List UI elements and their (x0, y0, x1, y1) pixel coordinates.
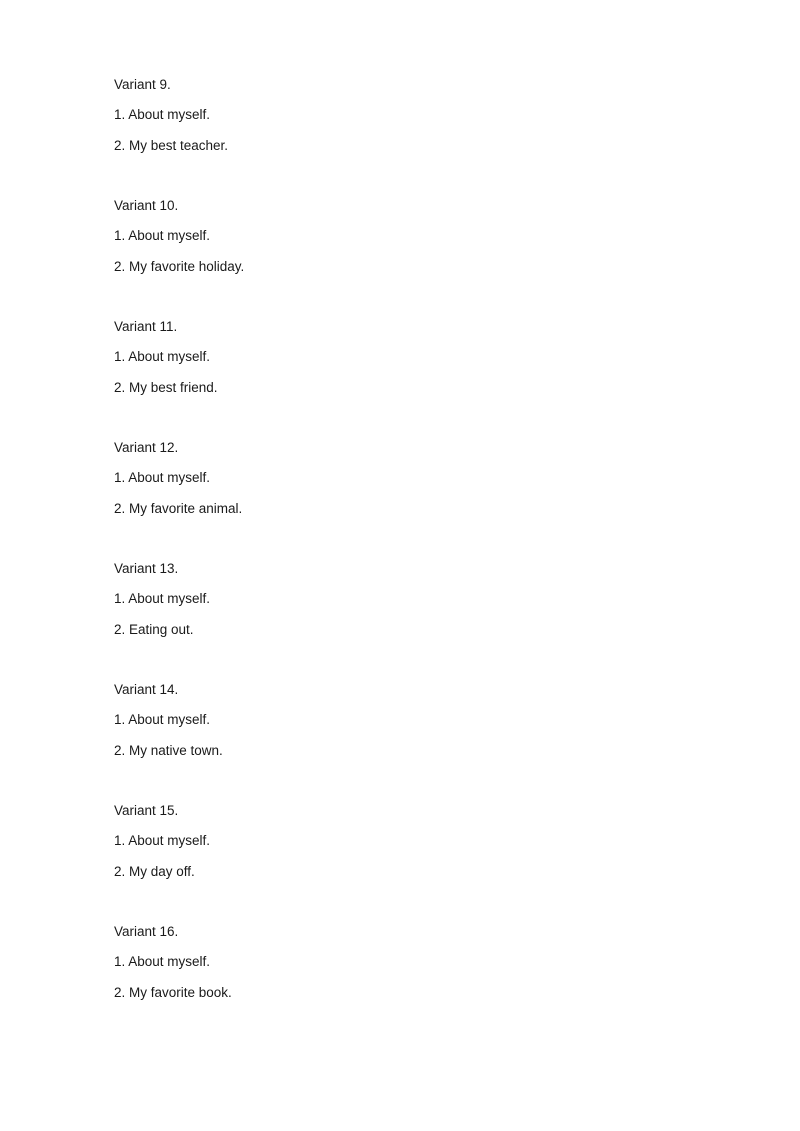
variant-block (114, 76, 800, 197)
variant-item: 2. My native town. (114, 742, 223, 758)
variant-heading: Variant 14. (114, 682, 179, 697)
variant-block (114, 439, 800, 560)
variant-item: 2. My favorite holiday. (114, 258, 245, 274)
variant-item: 1. About myself. (114, 228, 211, 244)
variant-item: 1. About myself. (114, 349, 211, 365)
variant-heading: Variant 10. (114, 198, 179, 213)
variant-item: 2. My favorite book. (114, 984, 232, 1000)
variant-block (114, 923, 800, 1044)
variant-item: 1. About myself. (114, 470, 211, 486)
variant-heading: Variant 12. (114, 440, 179, 455)
variant-item: 2. Eating out. (114, 621, 194, 637)
variant-item: 1. About myself. (114, 833, 211, 849)
variant-heading: Variant 13. (114, 561, 179, 576)
variant-heading: Variant 9. (114, 77, 171, 92)
variant-item: 2. My best teacher. (114, 137, 229, 153)
variant-block (114, 197, 800, 318)
variant-item: 1. About myself. (114, 591, 211, 607)
variant-block (114, 318, 800, 439)
variant-item: 2. My best friend. (114, 379, 218, 395)
variant-block (114, 802, 800, 923)
variant-item: 1. About myself. (114, 954, 211, 970)
variant-block (114, 681, 800, 802)
variant-item: 1. About myself. (114, 107, 211, 123)
variant-heading: Variant 15. (114, 803, 179, 818)
variant-item: 1. About myself. (114, 712, 211, 728)
variant-item: 2. My favorite animal. (114, 500, 243, 516)
variant-item: 2. My day off. (114, 863, 195, 879)
variant-heading: Variant 11. (114, 319, 178, 334)
variant-heading: Variant 16. (114, 924, 179, 939)
variant-block (114, 560, 800, 681)
